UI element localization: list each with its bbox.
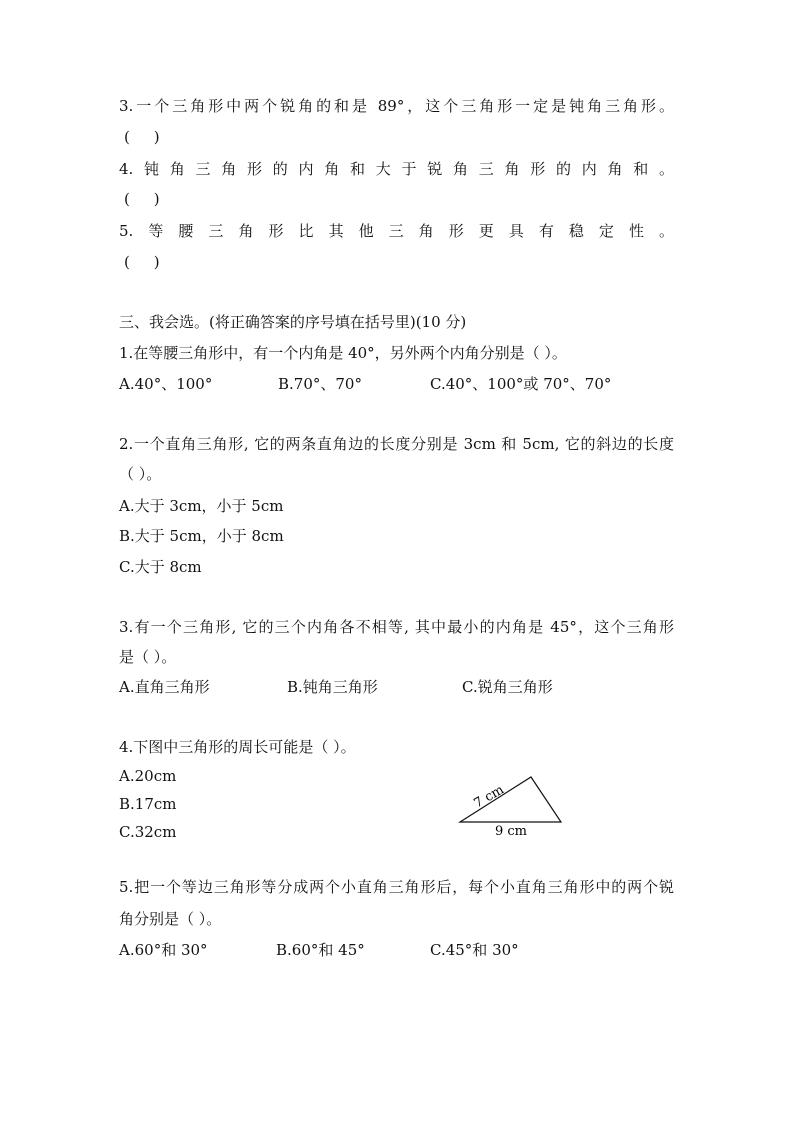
choice-q1-option-a[interactable]: A.40°、100° (119, 375, 213, 393)
choice-q1-option-c[interactable]: C.40°、100°或 70°、70° (430, 375, 612, 393)
choice-q4-option-c[interactable]: C.32cm (119, 823, 177, 841)
choice-q2-stem-line1: 2.一个直角三角形, 它的两条直角边的长度分别是 3cm 和 5cm, 它的斜边的长度 (119, 435, 674, 453)
choice-q2-option-a[interactable]: A.大于 3cm，小于 5cm (119, 497, 284, 515)
judge-q4-answer-paren[interactable]: ( ) (124, 190, 160, 208)
triangle-side-label: 7 cm (471, 782, 507, 812)
choice-q4-option-b[interactable]: B.17cm (119, 795, 177, 813)
choice-q1-option-b[interactable]: B.70°、70° (278, 375, 362, 393)
choice-q5-option-b[interactable]: B.60°和 45° (276, 941, 365, 959)
choice-q5-stem-line2: 角分别是（ ）。 (119, 910, 222, 928)
choice-q3-stem-line2: 是（ ）。 (119, 648, 177, 666)
judge-q3-answer-paren[interactable]: ( ) (124, 128, 160, 146)
choice-q3-stem-line1: 3.有一个三角形, 它的三个内角各不相等, 其中最小的内角是 45°，这个三角形 (119, 618, 674, 636)
triangle-base-label: 9 cm (495, 824, 528, 839)
judge-q5-answer-paren[interactable]: ( ) (124, 253, 160, 271)
choice-q2-option-b[interactable]: B.大于 5cm，小于 8cm (119, 527, 284, 545)
choice-q2-option-c[interactable]: C.大于 8cm (119, 558, 202, 576)
judge-q4-text: 4.钝角三角形的内角和大于锐角三角形的内角和。 (119, 160, 674, 178)
choice-q3-option-b[interactable]: B.钝角三角形 (287, 678, 378, 696)
choice-q3-option-c[interactable]: C.锐角三角形 (462, 678, 553, 696)
choice-q2-stem-line2: （ ）。 (119, 465, 162, 483)
judge-q5-text: 5.等腰三角形比其他三角形更具有稳定性。 (119, 222, 674, 240)
triangle-figure (450, 765, 580, 845)
choice-q4-stem: 4.下图中三角形的周长可能是（ ）。 (119, 738, 356, 756)
choice-q4-option-a[interactable]: A.20cm (119, 767, 177, 785)
choice-q5-stem-line1: 5.把一个等边三角形等分成两个小直角三角形后，每个小直角三角形中的两个锐 (119, 878, 674, 896)
choice-q3-option-a[interactable]: A.直角三角形 (119, 678, 210, 696)
choice-q5-option-a[interactable]: A.60°和 30° (119, 941, 208, 959)
choice-q1-stem: 1.在等腰三角形中，有一个内角是 40°，另外两个内角分别是（ ）。 (119, 344, 567, 362)
judge-q3-text: 3.一个三角形中两个锐角的和是 89°，这个三角形一定是钝角三角形。 (119, 97, 674, 115)
section-heading: 三、我会选。(将正确答案的序号填在括号里)(10 分) (119, 313, 467, 331)
choice-q5-option-c[interactable]: C.45°和 30° (430, 941, 519, 959)
